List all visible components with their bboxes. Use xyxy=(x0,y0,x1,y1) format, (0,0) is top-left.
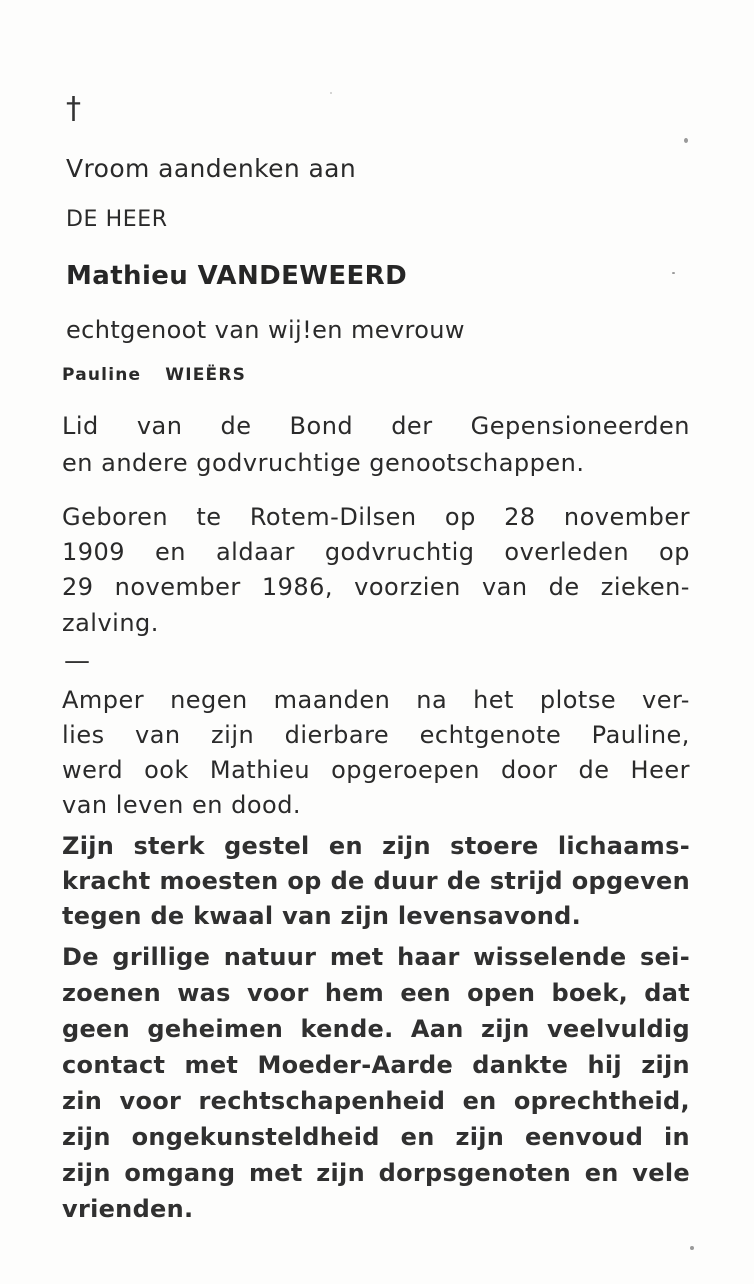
word: op xyxy=(287,867,322,895)
birth-death-line xyxy=(62,500,690,534)
spouse-name xyxy=(62,362,246,388)
paragraph-3-line: vrienden. xyxy=(62,1195,194,1223)
word: overleden xyxy=(504,538,630,566)
word: van xyxy=(135,721,181,749)
word: zin xyxy=(62,1087,103,1115)
word: 1986, xyxy=(261,573,334,601)
word: Geboren xyxy=(62,503,169,531)
paragraph-1-line xyxy=(62,753,690,787)
word: en xyxy=(462,1087,497,1115)
word: wisselende xyxy=(473,943,627,971)
word: zijn xyxy=(62,1123,111,1151)
paragraph-3-line xyxy=(62,1156,690,1190)
paragraph-2-line xyxy=(62,864,690,898)
word: dorpsgenoten xyxy=(378,1159,572,1187)
word: Lid xyxy=(62,412,99,440)
word: ver- xyxy=(642,686,690,714)
word: Moeder-Aarde xyxy=(257,1051,454,1079)
word: van xyxy=(481,573,528,601)
word: op xyxy=(659,538,690,566)
paragraph-3-line xyxy=(62,1084,690,1118)
cross-icon: † xyxy=(66,91,81,126)
word: dankte xyxy=(472,1051,569,1079)
word: kende. xyxy=(300,1015,394,1043)
word: voor xyxy=(246,979,309,1007)
paragraph-3-line xyxy=(62,1048,690,1082)
word: zoenen xyxy=(62,979,161,1007)
birth-death-line xyxy=(62,535,690,569)
word: en xyxy=(584,1159,619,1187)
word: zieken- xyxy=(600,573,690,601)
word: zijn xyxy=(455,1123,505,1151)
word: Aan xyxy=(410,1015,464,1043)
word: der xyxy=(391,412,433,440)
word: Gepensioneerden xyxy=(470,412,690,440)
word: veelvuldig xyxy=(546,1015,690,1043)
deceased-surname: VANDEWEERD xyxy=(197,261,408,291)
birth-death-line: zalving. xyxy=(62,609,159,637)
membership-line: en andere godvruchtige genootschappen. xyxy=(62,449,585,477)
paragraph-1-line xyxy=(62,718,690,752)
word: stoere xyxy=(450,832,539,860)
word: te xyxy=(196,503,222,531)
spouse-first-name: Pauline xyxy=(62,365,142,385)
print-speck xyxy=(330,92,332,94)
word: kracht xyxy=(62,867,151,895)
paragraph-3-line xyxy=(62,976,690,1010)
word: 28 xyxy=(504,503,536,531)
membership-line xyxy=(62,409,690,443)
word: geheimen xyxy=(147,1015,284,1043)
word: en xyxy=(155,538,187,566)
print-speck xyxy=(690,1246,694,1250)
word: Bond xyxy=(289,412,354,440)
paragraph-2-line: tegen de kwaal van zijn levensavond. xyxy=(62,902,582,930)
paragraph-2-line xyxy=(62,829,690,863)
word: zijn xyxy=(480,1015,530,1043)
word: een xyxy=(400,979,451,1007)
word: lichaams- xyxy=(557,832,690,860)
birth-death-line xyxy=(62,570,690,604)
word: op xyxy=(444,503,476,531)
word: hem xyxy=(324,979,385,1007)
word: echtgenote xyxy=(419,721,562,749)
word: strijd xyxy=(489,867,563,895)
word: gestel xyxy=(224,832,310,860)
word: zijn xyxy=(641,1051,690,1079)
paragraph-3-line xyxy=(62,940,690,974)
word: 29 xyxy=(62,573,94,601)
print-speck xyxy=(672,272,675,274)
word: vele xyxy=(632,1159,690,1187)
word: met xyxy=(248,1159,303,1187)
word: en xyxy=(328,832,363,860)
word: plotse xyxy=(539,686,617,714)
paragraph-1-line xyxy=(62,683,690,717)
word: grillige xyxy=(112,943,211,971)
word: aldaar xyxy=(215,538,295,566)
separator-dash: — xyxy=(64,646,90,676)
word: De xyxy=(62,943,99,971)
word: voorzien xyxy=(354,573,461,601)
word: Zijn xyxy=(62,832,115,860)
word: Amper xyxy=(62,686,145,714)
word: omgang xyxy=(124,1159,236,1187)
word: hij xyxy=(587,1051,622,1079)
word: na xyxy=(416,686,448,714)
intro-text: Vroom aandenken aan xyxy=(66,154,357,183)
word: zijn xyxy=(382,832,431,860)
word: de xyxy=(446,867,481,895)
word: in xyxy=(664,1123,690,1151)
deceased-first-name: Mathieu xyxy=(66,261,189,291)
word: boek, xyxy=(551,979,629,1007)
word: lies xyxy=(62,721,105,749)
word: de xyxy=(548,573,580,601)
honorific-title: DE HEER xyxy=(66,207,168,232)
word: Heer xyxy=(630,756,690,784)
word: rechtschapenheid xyxy=(198,1087,446,1115)
word: de xyxy=(578,756,610,784)
word: haar xyxy=(397,943,460,971)
word: voor xyxy=(119,1087,182,1115)
word: en xyxy=(400,1123,435,1151)
deceased-name xyxy=(66,259,407,293)
word: november xyxy=(114,573,241,601)
word: met xyxy=(184,1051,239,1079)
word: duur xyxy=(373,867,438,895)
word: dierbare xyxy=(284,721,390,749)
word: negen xyxy=(170,686,248,714)
word: opgeroepen xyxy=(331,756,480,784)
word: zijn xyxy=(211,721,255,749)
word: was xyxy=(177,979,231,1007)
word: met xyxy=(329,943,384,971)
word: 1909 xyxy=(62,538,126,566)
paragraph-3-line xyxy=(62,1012,690,1046)
word: moesten xyxy=(159,867,279,895)
word: ook xyxy=(144,756,189,784)
word: de xyxy=(220,412,252,440)
word: november xyxy=(563,503,690,531)
word: Mathieu xyxy=(209,756,311,784)
word: dat xyxy=(644,979,690,1007)
word: zijn xyxy=(316,1159,365,1187)
word: het xyxy=(473,686,514,714)
word: van xyxy=(136,412,183,440)
word: werd xyxy=(62,756,124,784)
word: sei- xyxy=(640,943,690,971)
word: oprechtheid, xyxy=(513,1087,690,1115)
word: ongekunsteldheid xyxy=(131,1123,380,1151)
word: de xyxy=(330,867,365,895)
word: geen xyxy=(62,1015,131,1043)
word: opgeven xyxy=(571,867,690,895)
word: open xyxy=(467,979,536,1007)
word: natuur xyxy=(223,943,317,971)
paragraph-3-line xyxy=(62,1120,690,1154)
word: door xyxy=(501,756,558,784)
paragraph-1-line: van leven en dood. xyxy=(62,791,302,819)
word: zijn xyxy=(62,1159,111,1187)
word: eenvoud xyxy=(525,1123,644,1151)
word: Pauline, xyxy=(591,721,690,749)
word: Rotem-Dilsen xyxy=(249,503,417,531)
word: sterk xyxy=(133,832,205,860)
word: contact xyxy=(62,1051,166,1079)
word: maanden xyxy=(273,686,391,714)
print-speck xyxy=(684,138,688,143)
word: godvruchtig xyxy=(324,538,475,566)
spouse-surname: WIEËRS xyxy=(165,365,247,385)
spouse-intro: echtgenoot van wij!en mevrouw xyxy=(66,316,465,344)
